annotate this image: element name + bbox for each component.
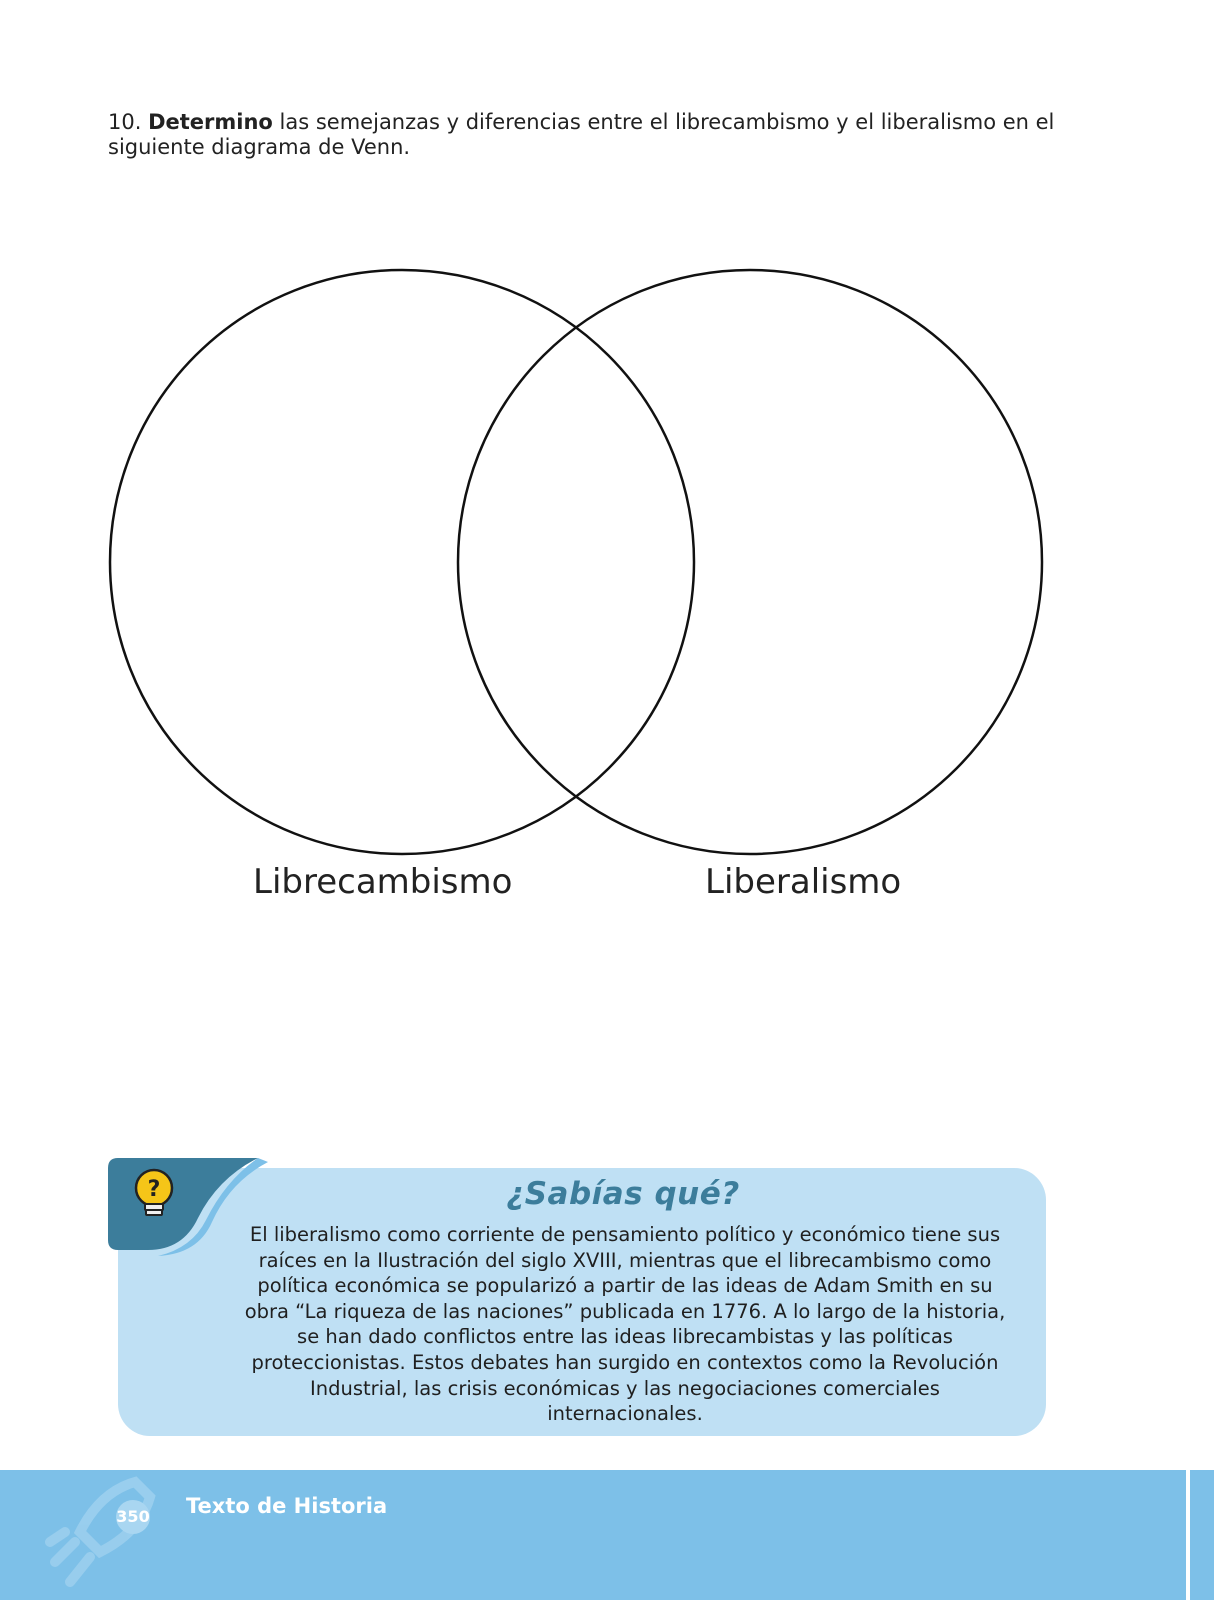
info-title: ¿Sabías qué? xyxy=(506,1176,740,1212)
venn-circle-right xyxy=(458,270,1042,854)
venn-label-right: Liberalismo xyxy=(705,862,902,902)
rocket-icon xyxy=(40,1472,160,1600)
info-text: El liberalismo como corriente de pensamiento político y económico tiene sus raíces en la Ilustración del siglo XVIII, mientras que el librecambismo como política económica se popularizó a partir de las ideas de Adam Smith en su obra “La riqueza de las naciones” publicada en 1776. A lo largo de la historia, se han dado conflictos entre las ideas librecambistas y las políticas proteccionistas. Estos debates han surgido en contextos como la Revolución Industrial, las crisis económicas y las negociaciones comerciales internacionales. xyxy=(244,1223,1006,1426)
exercise-number: 10. xyxy=(108,110,142,134)
exercise-text: las semejanzas y diferencias entre el librecambismo y el liberalismo en el siguiente diagrama de Venn. xyxy=(108,110,1055,159)
venn-circle-left xyxy=(110,270,694,854)
footer-bar xyxy=(0,1470,1186,1600)
footer-side-strip xyxy=(1190,1470,1214,1600)
exercise-verb: Determino xyxy=(148,110,273,134)
svg-text:?: ? xyxy=(147,1177,161,1202)
page-number: 350 xyxy=(116,1500,150,1534)
footer-title: Texto de Historia xyxy=(186,1494,388,1518)
venn-label-left: Librecambismo xyxy=(253,862,513,902)
